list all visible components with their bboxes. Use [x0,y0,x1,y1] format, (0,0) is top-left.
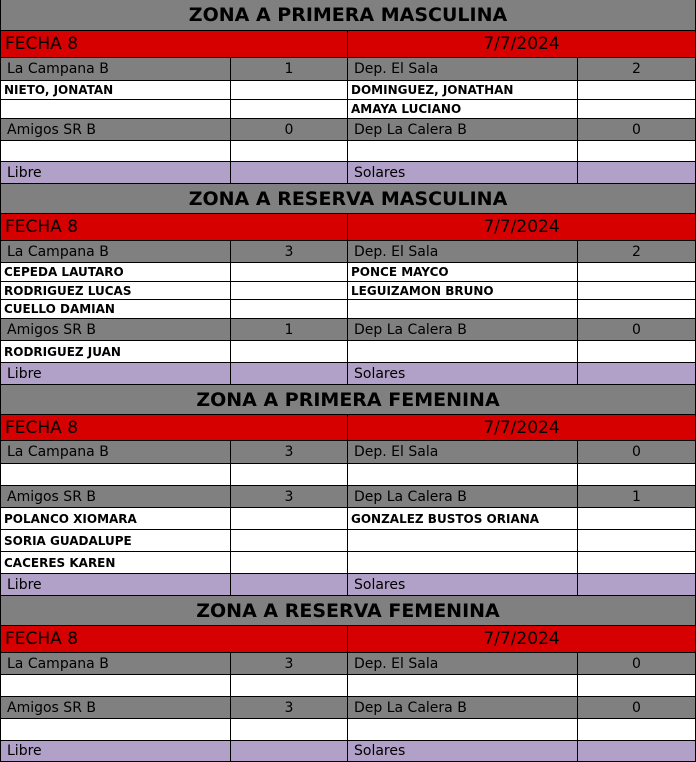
away-score: 0 [578,697,696,719]
home-team: Amigos SR B [0,319,231,341]
home-team: Amigos SR B [0,697,231,719]
home-score: 1 [231,319,348,341]
blank-cell [231,141,348,162]
away-scorer: LEGUIZAMON BRUNO [348,282,578,300]
blank-cell [578,508,696,530]
away-team: Dep. El Sala [348,441,578,464]
blank-cell [231,363,348,385]
blank-cell [578,341,696,363]
blank-cell [578,263,696,282]
blank-cell [231,81,348,100]
scorer-row [0,341,696,363]
away-scorer [348,341,578,363]
blank-cell [578,552,696,574]
scorer-row [0,464,696,486]
blank-cell [231,464,348,486]
away-scorer: AMAYA LUCIANO [348,100,578,119]
libre-row [0,363,696,385]
blank-cell [231,530,348,552]
home-score: 3 [231,653,348,675]
scorer-row [0,552,696,574]
away-scorer [348,675,578,697]
home-scorer: POLANCO XIOMARA [0,508,231,530]
libre-row [0,574,696,596]
home-score: 3 [231,441,348,464]
libre-label: Libre [0,741,231,762]
home-score: 1 [231,58,348,81]
blank-cell [578,719,696,741]
fecha-row [0,214,696,241]
scorer-row [0,81,696,100]
blank-cell [231,719,348,741]
blank-cell [231,100,348,119]
away-team: Dep. El Sala [348,241,578,263]
fecha-date: 7/7/2024 [348,31,696,58]
blank-cell [231,552,348,574]
libre-team: Solares [348,741,578,762]
home-scorer: CUELLO DAMIAN [0,300,231,319]
home-score: 0 [231,119,348,141]
home-score: 3 [231,486,348,508]
libre-label: Libre [0,363,231,385]
home-scorer: SORIA GUADALUPE [0,530,231,552]
match-row [0,58,696,81]
libre-team: Solares [348,363,578,385]
section-title-row [0,596,696,626]
blank-cell [578,300,696,319]
home-scorer [0,464,231,486]
scorer-row [0,530,696,552]
home-team: La Campana B [0,241,231,263]
blank-cell [231,282,348,300]
away-score: 0 [578,119,696,141]
home-scorer: RODRIGUEZ LUCAS [0,282,231,300]
away-team: Dep La Calera B [348,319,578,341]
blank-cell [578,675,696,697]
away-team: Dep La Calera B [348,119,578,141]
fecha-date: 7/7/2024 [348,626,696,653]
scorer-row [0,141,696,162]
home-scorer [0,675,231,697]
scorer-row [0,282,696,300]
libre-row [0,162,696,184]
section-title-row [0,184,696,214]
away-team: Dep. El Sala [348,58,578,81]
away-score: 1 [578,486,696,508]
match-row [0,441,696,464]
blank-cell [231,300,348,319]
section-title-row [0,385,696,415]
away-score: 0 [578,319,696,341]
blank-cell [578,162,696,184]
away-scorer [348,141,578,162]
scorer-row [0,263,696,282]
away-team: Dep La Calera B [348,486,578,508]
away-scorer [348,530,578,552]
away-scorer [348,719,578,741]
home-team: Amigos SR B [0,119,231,141]
section-title: ZONA A PRIMERA FEMENINA [0,385,696,415]
libre-label: Libre [0,574,231,596]
fecha-date: 7/7/2024 [348,415,696,441]
blank-cell [231,341,348,363]
scorer-row [0,508,696,530]
blank-cell [578,574,696,596]
home-team: Amigos SR B [0,486,231,508]
blank-cell [231,263,348,282]
match-row [0,486,696,508]
home-score: 3 [231,241,348,263]
blank-cell [231,574,348,596]
match-row [0,653,696,675]
fecha-label: FECHA 8 [0,214,348,241]
fecha-label: FECHA 8 [0,31,348,58]
fecha-row [0,415,696,441]
home-team: La Campana B [0,653,231,675]
home-scorer [0,719,231,741]
away-team: Dep. El Sala [348,653,578,675]
blank-cell [231,162,348,184]
home-team: La Campana B [0,441,231,464]
scorer-row [0,300,696,319]
home-scorer: RODRIGUEZ JUAN [0,341,231,363]
blank-cell [231,741,348,762]
home-team: La Campana B [0,58,231,81]
away-scorer [348,552,578,574]
fecha-row [0,626,696,653]
section-title-row [0,0,696,31]
away-scorer [348,300,578,319]
away-score: 0 [578,441,696,464]
blank-cell [578,100,696,119]
libre-team: Solares [348,162,578,184]
blank-cell [578,464,696,486]
away-scorer [348,464,578,486]
libre-label: Libre [0,162,231,184]
section-title: ZONA A RESERVA MASCULINA [0,184,696,214]
libre-row [0,741,696,762]
match-row [0,697,696,719]
away-scorer: DOMINGUEZ, JONATHAN [348,81,578,100]
fecha-label: FECHA 8 [0,626,348,653]
home-score: 3 [231,697,348,719]
away-score: 0 [578,653,696,675]
match-row [0,119,696,141]
home-scorer [0,141,231,162]
home-scorer: CACERES KAREN [0,552,231,574]
fecha-date: 7/7/2024 [348,214,696,241]
home-scorer: CEPEDA LAUTARO [0,263,231,282]
away-scorer: GONZALEZ BUSTOS ORIANA [348,508,578,530]
blank-cell [578,81,696,100]
away-team: Dep La Calera B [348,697,578,719]
away-score: 2 [578,58,696,81]
home-scorer: NIETO, JONATAN [0,81,231,100]
scorer-row [0,675,696,697]
blank-cell [578,363,696,385]
fecha-row [0,31,696,58]
match-row [0,241,696,263]
fecha-label: FECHA 8 [0,415,348,441]
away-score: 2 [578,241,696,263]
match-row [0,319,696,341]
blank-cell [231,675,348,697]
away-scorer: PONCE MAYCO [348,263,578,282]
libre-team: Solares [348,574,578,596]
section-title: ZONA A PRIMERA MASCULINA [0,0,696,31]
blank-cell [578,741,696,762]
blank-cell [578,530,696,552]
blank-cell [231,508,348,530]
blank-cell [578,141,696,162]
scorer-row [0,100,696,119]
section-title: ZONA A RESERVA FEMENINA [0,596,696,626]
home-scorer [0,100,231,119]
blank-cell [578,282,696,300]
scorer-row [0,719,696,741]
